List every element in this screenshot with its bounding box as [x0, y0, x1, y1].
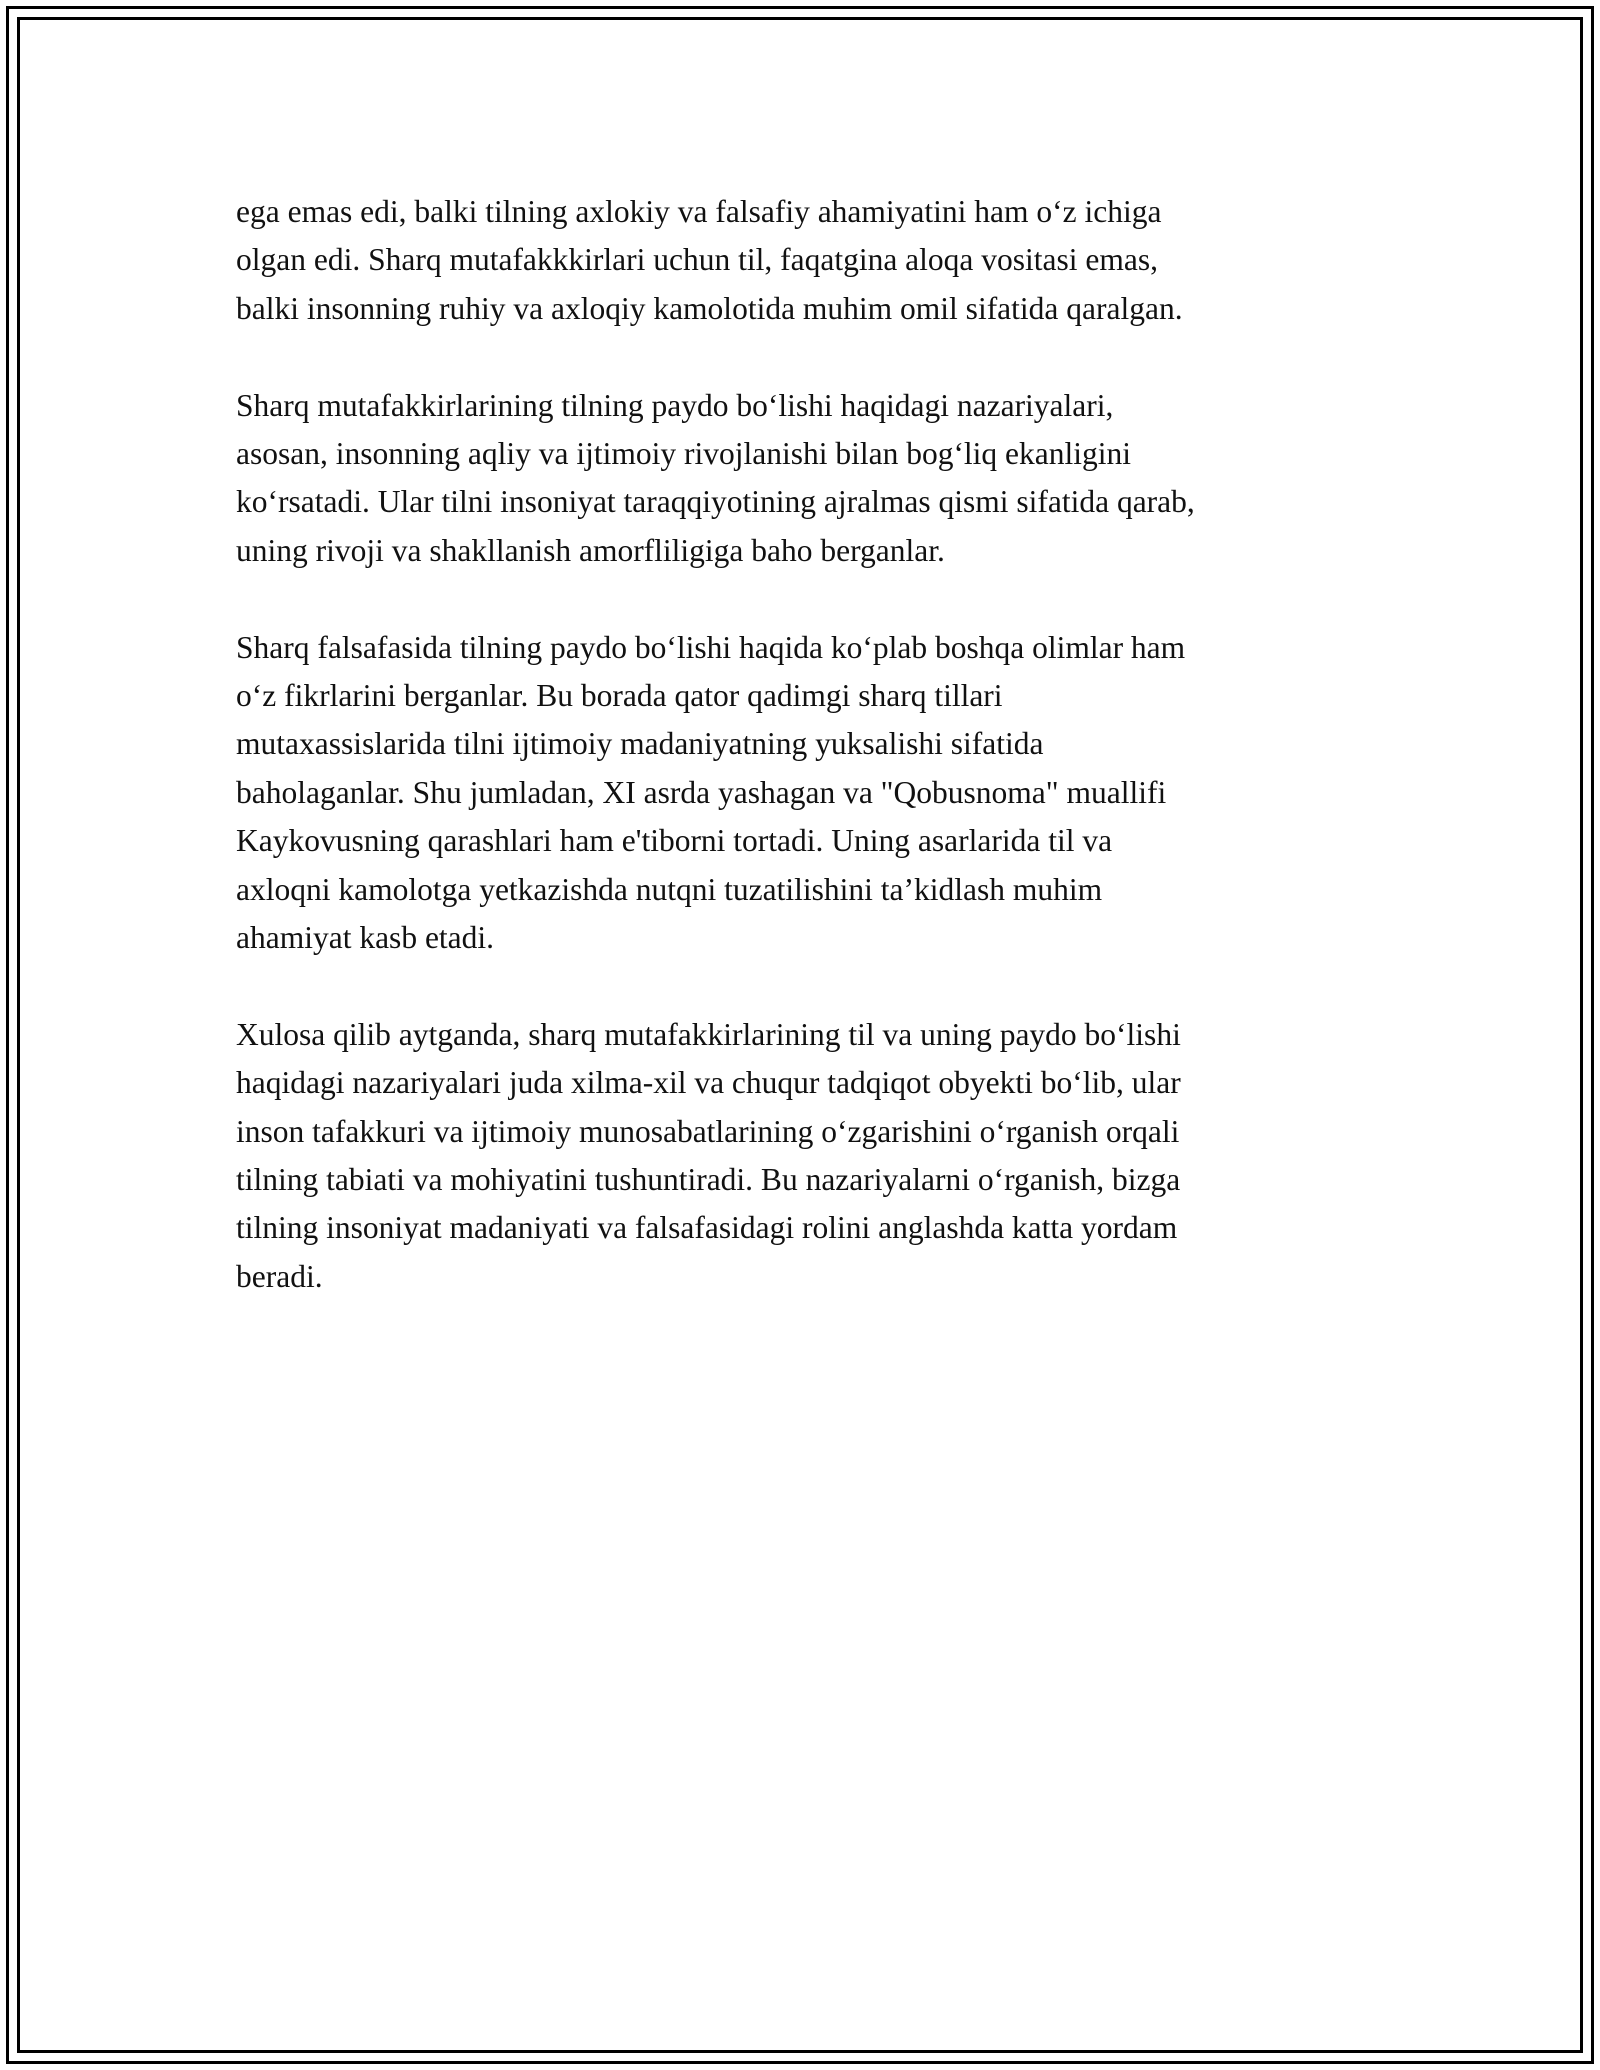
document-body	[236, 188, 1366, 1301]
paragraph-3	[236, 624, 1366, 963]
text-line: beradi.	[236, 1258, 323, 1294]
text-line: mutaxassislarida tilni ijtimoiy madaniyatning yuksalishi sifatida	[236, 726, 1044, 762]
paragraph-2	[236, 382, 1366, 576]
paragraph-4	[236, 1011, 1366, 1301]
text-line: balki insonning ruhiy va axloqiy kamolotida muhim omil sifatida qaralgan.	[236, 290, 1183, 326]
text-line: Sharq falsafasida tilning paydo bo‘lishi haqida ko‘plab boshqa olimlar ham	[236, 629, 1186, 665]
text-line: o‘z fikrlarini berganlar. Bu borada qator qadimgi sharq tillari	[236, 678, 1003, 714]
text-line: haqidagi nazariyalari juda xilma-xil va chuqur tadqiqot obyekti bo‘lib, ular	[236, 1065, 1181, 1101]
text-line: Kaykovusning qarashlari ham e'tiborni tortadi. Uning asarlarida til va	[236, 823, 1113, 859]
text-line: Sharq mutafakkirlarining tilning paydo bo‘lishi haqidagi nazariyalari,	[236, 387, 1114, 423]
text-line: Xulosa qilib aytganda, sharq mutafakkirlarining til va uning paydo bo‘lishi	[236, 1016, 1181, 1052]
text-line: asosan, insonning aqliy va ijtimoiy rivojlanishi bilan bog‘liq ekanligini	[236, 436, 1132, 472]
text-line: olgan edi. Sharq mutafakkkirlari uchun til, faqatgina aloqa vositasi emas,	[236, 242, 1158, 278]
text-line: ko‘rsatadi. Ular tilni insoniyat taraqqiyotining ajralmas qismi sifatida qarab,	[236, 484, 1195, 520]
text-line: tilning insoniyat madaniyati va falsafasidagi rolini anglashda katta yordam	[236, 1210, 1178, 1246]
text-line: baholaganlar. Shu jumladan, XI asrda yashagan va "Qobusnoma" muallifi	[236, 774, 1167, 810]
text-line: tilning tabiati va mohiyatini tushuntiradi. Bu nazariyalarni o‘rganish, bizga	[236, 1162, 1181, 1198]
text-line: ega emas edi, balki tilning axlokiy va falsafiy ahamiyatini ham o‘z ichiga	[236, 194, 1162, 229]
paragraph-1	[236, 188, 1366, 333]
text-line: axloqni kamolotga yetkazishda nutqni tuzatilishini ta’kidlash muhim	[236, 871, 1103, 907]
text-line: ahamiyat kasb etadi.	[236, 920, 495, 956]
text-line: uning rivoji va shakllanish amorfliligiga baho berganlar.	[236, 532, 945, 568]
text-line: inson tafakkuri va ijtimoiy munosabatlarining o‘zgarishini o‘rganish orqali	[236, 1113, 1180, 1149]
